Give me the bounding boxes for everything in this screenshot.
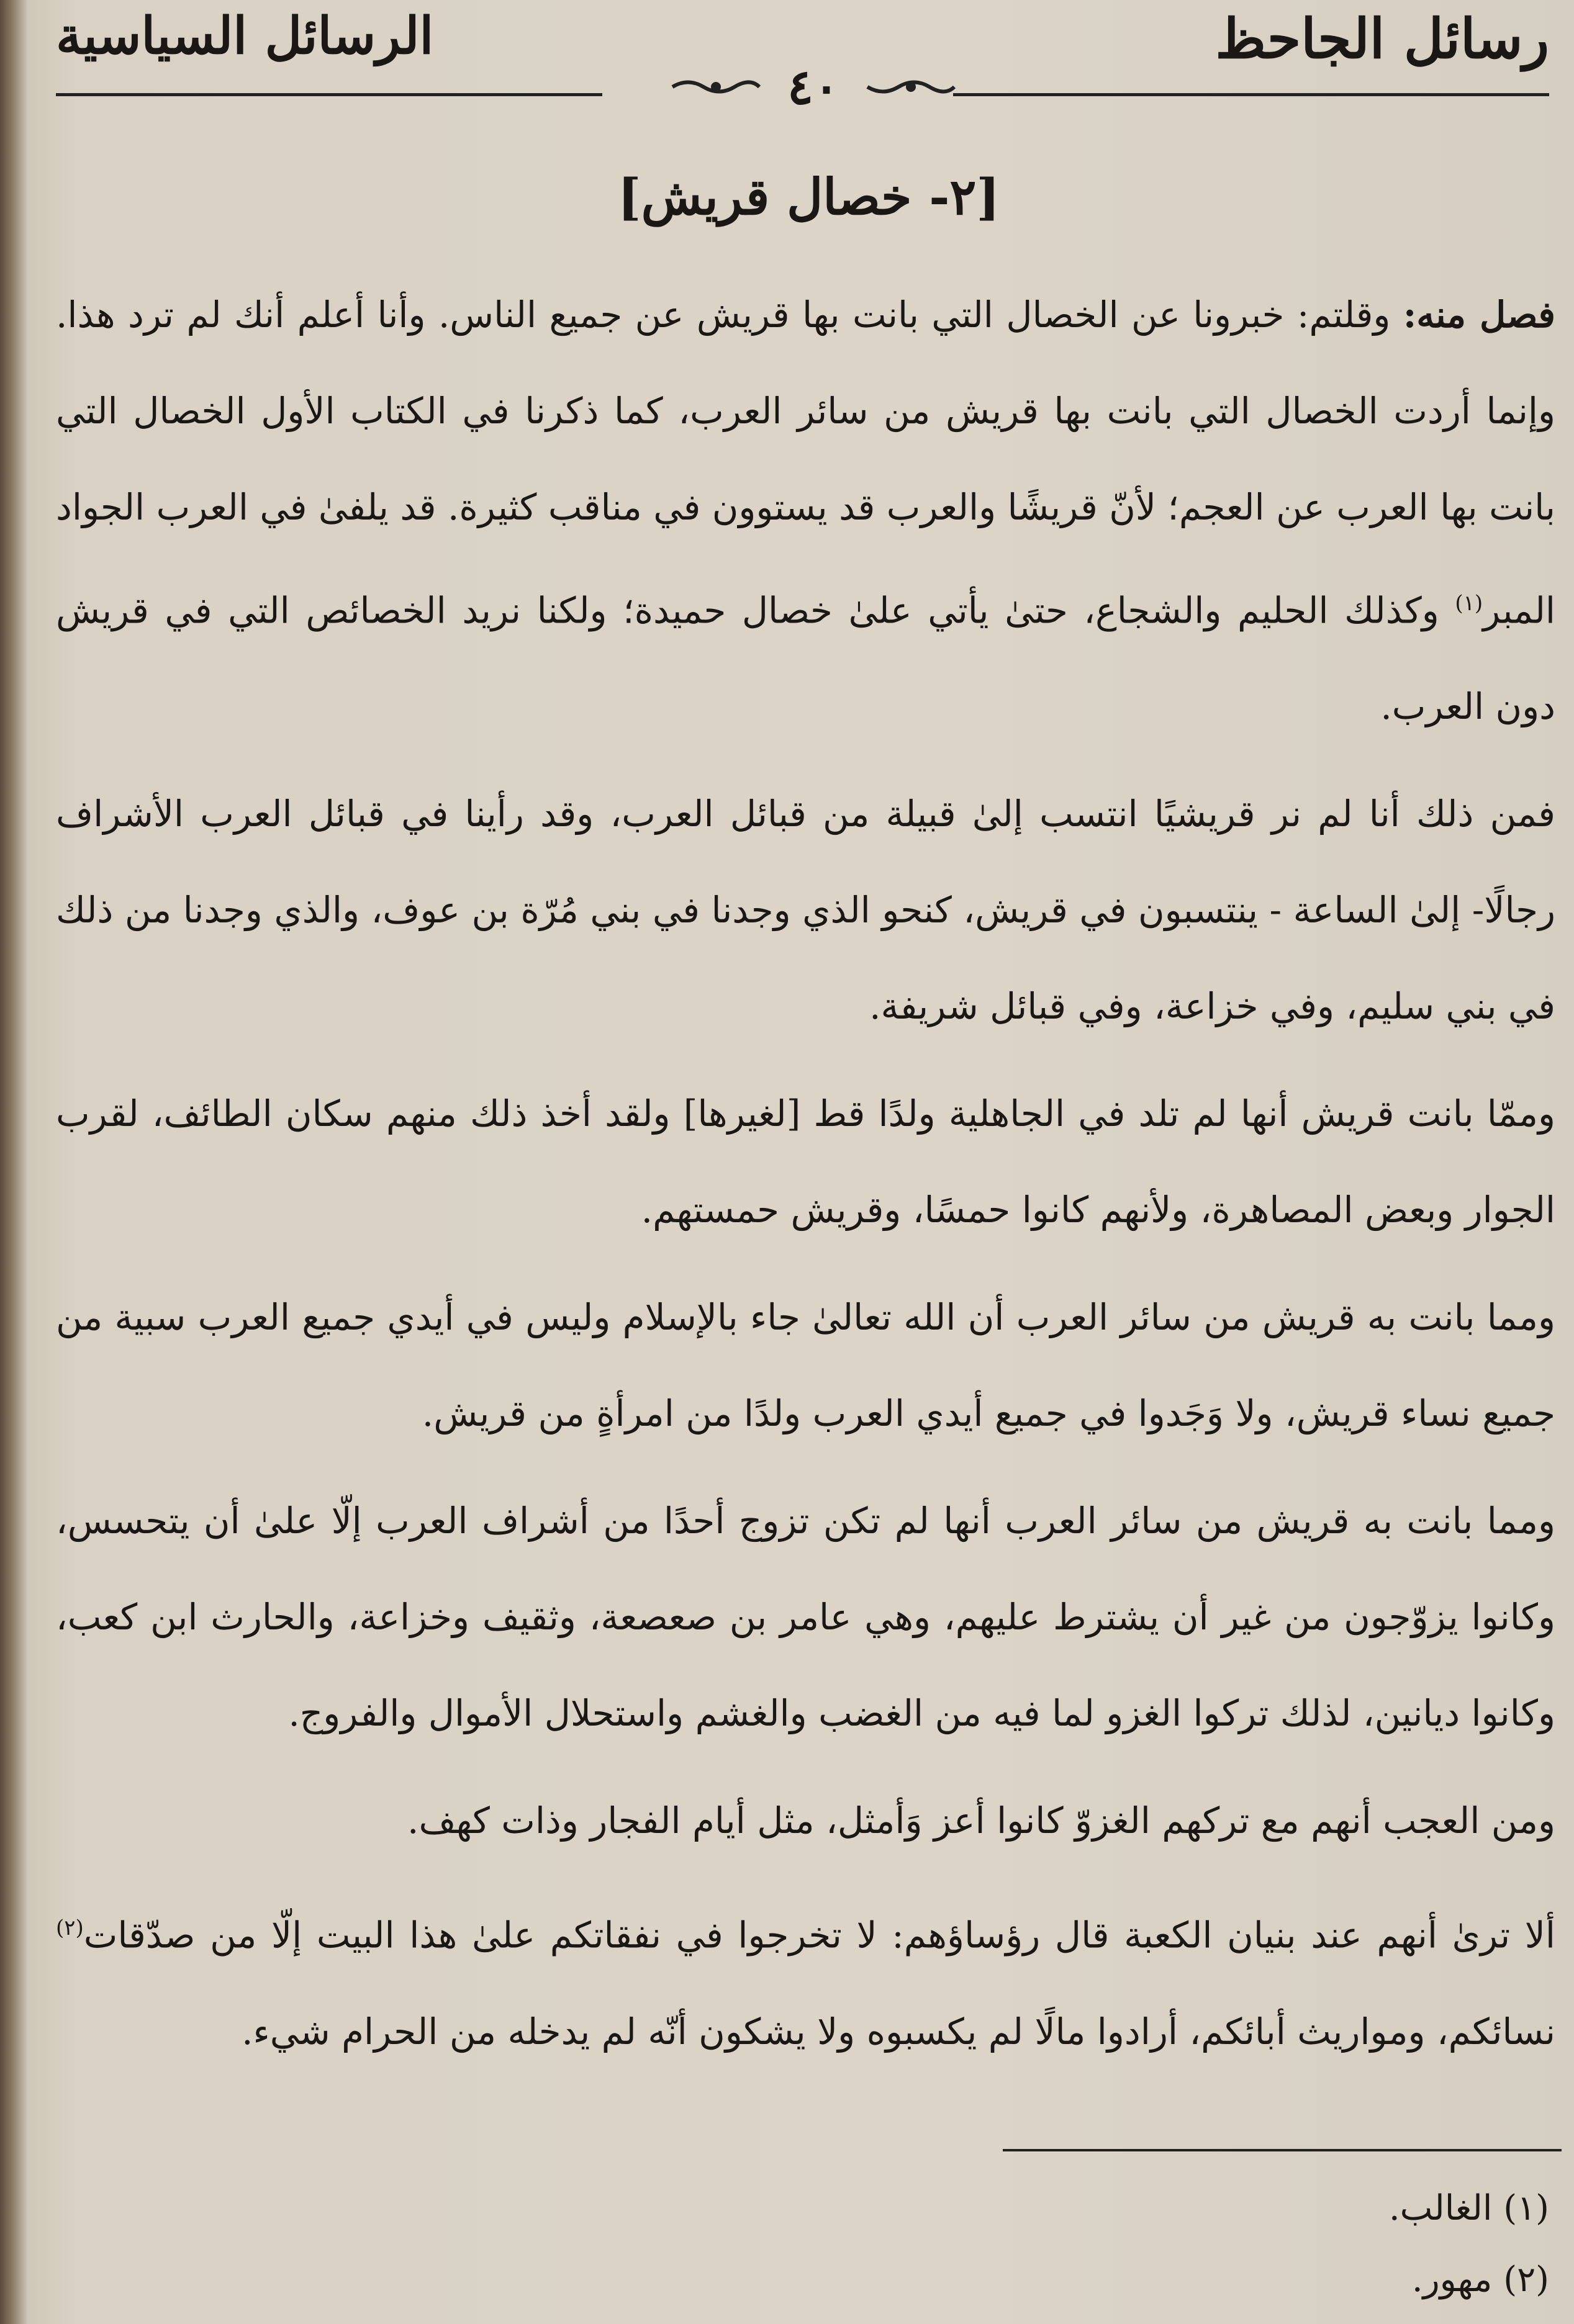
paragraph-text: وقلتم: خبرونا عن الخصال التي بانت بها قريش عن جميع الناس. وأنا أعلم أنك لم ترد هذا. وإنما أردت الخصال التي بانت بها قريش من سائر العرب، كما ذكرنا في الكتاب الأول الخصال التي بانت بها العرب عن العجم؛ لأنّ قريشًا والعرب قد يستوون في مناقب كثيرة. قد يلفىٰ في العرب الجواد المبر: [56, 294, 1555, 632]
book-page: [43, 0, 1574, 2324]
ornament-left-icon: [669, 74, 762, 99]
paragraph-text: نسائكم، ومواريث أبائكم، أرادوا مالًا لم يكسبوه ولا يشكون أنّه لم يدخله من الحرام شيء.: [242, 2010, 1555, 2053]
footnote-2: (٢) مهور.: [1411, 2259, 1549, 2300]
footnote-1: (١) الغالب.: [1388, 2188, 1549, 2228]
header-rule-right: [953, 93, 1549, 96]
paragraph-text: وكذلك الحليم والشجاع، حتىٰ يأتي علىٰ خصال حميدة؛ ولكنا نريد الخصائص التي في قريش دون العرب.: [56, 589, 1555, 728]
paragraph-text: ألا ترىٰ أنهم عند بنيان الكعبة قال رؤساؤهم: لا تخرجوا في نفقاتكم علىٰ هذا البيت إلّا من صدّقات: [83, 1914, 1555, 1957]
section-title: [٢- خصال قريش]: [617, 168, 1000, 226]
ornament-right-icon: [864, 74, 957, 99]
page-number: ٤٠: [787, 58, 839, 115]
page-header: [43, 0, 1574, 118]
footnote-marker-2: (٢): [56, 1916, 84, 1941]
footnotes: [43, 2173, 1549, 2315]
paragraph-3: وممّا بانت قريش أنها لم تلد في الجاهلية ولدًا قط [لغيرها] ولقد أخذ ذلك منهم سكان الطائف، لقرب الجوار وبعض المصاهرة، ولأنهم كانوا حمسًا، وقريش حمستهم.: [56, 1092, 1555, 1232]
paragraph-6: ومن العجب أنهم مع تركهم الغزوّ كانوا أعز وَأمثل، مثل أيام الفجار وذات كهف.: [407, 1799, 1555, 1842]
body-text: [56, 267, 1555, 2091]
paragraph-1: [56, 267, 1555, 755]
paragraph-lead: فصل منه:: [1403, 294, 1555, 336]
paragraph-7: [56, 1880, 1555, 2079]
paragraph-5: ومما بانت به قريش من سائر العرب أنها لم تكن تزوج أحدًا من أشراف العرب إلّا علىٰ أن يتحسس، وكانوا يزوّجون من غير أن يشترط عليهم، وهي عامر بن صعصعة، وثقيف وخزاعة، والحارث ابن كعب، وكانوا ديانين، لذلك تركوا الغزو لما فيه من الغضب والغشم واستحلال الأموال والفروج.: [56, 1500, 1555, 1735]
paragraph-2: فمن ذلك أنا لم نر قريشيًا انتسب إلىٰ قبيلة من قبائل العرب، وقد رأينا في قبائل العرب الأشراف رجالًا- إلىٰ الساعة - ينتسبون في قريش، كنحو الذي وجدنا في بني مُرّة بن عوف، والذي وجدنا من ذلك في بني سليم، وفي خزاعة، وفي قبائل شريفة.: [56, 793, 1555, 1028]
page-number-block: [640, 59, 987, 115]
footnote-marker-1: (١): [1455, 591, 1483, 616]
running-title-right: رسائل الجاحظ: [1215, 6, 1549, 71]
paragraph-4: ومما بانت به قريش من سائر العرب أن الله تعالىٰ جاء بالإسلام وليس في أيدي جميع العرب سبية من جميع نساء قريش، ولا وَجَدوا في جميع أيدي العرب ولدًا من امرأةٍ من قريش.: [56, 1296, 1555, 1435]
footnote-rule: [1003, 2149, 1562, 2151]
running-title-left: الرسائل السياسية: [56, 6, 434, 66]
header-rule-left: [56, 93, 602, 96]
